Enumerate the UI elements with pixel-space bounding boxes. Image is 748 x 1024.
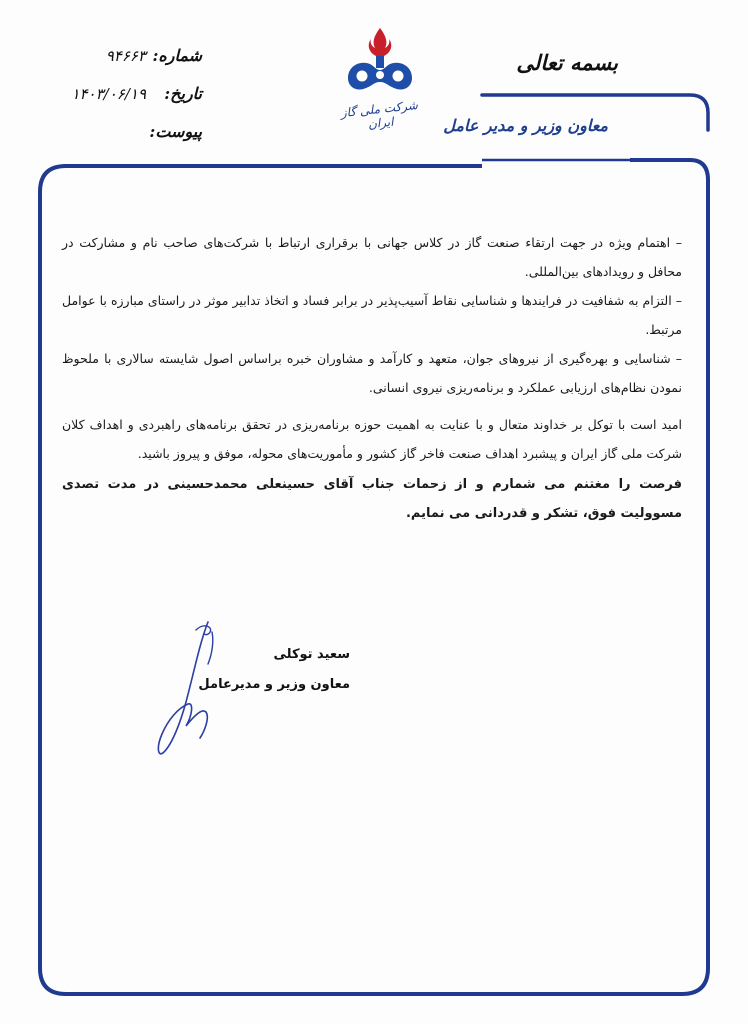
flame-logo-icon	[340, 26, 420, 98]
number-label: شماره:	[152, 46, 202, 65]
body-paragraph: – اهتمام ویژه در جهت ارتقاء صنعت گاز در کلاس جهانی با برقراری ارتباط با شرکت‌های صاحب نام و مشارکت در محافل و رویدادهای بین‌المللی.	[62, 235, 682, 279]
signatory-name: سعید توکلی	[273, 647, 350, 662]
date-value: ۱۴۰۳/۰۶/۱۹	[71, 85, 146, 103]
bismillah-heading: بسمه تعالی	[516, 50, 618, 75]
nigc-logo	[330, 26, 430, 132]
attachment-row	[52, 122, 202, 160]
date-row	[52, 84, 202, 122]
logo-text: شرکت ملی گاز ایران	[340, 98, 419, 132]
body-paragraph: – التزام به شفافیت در فرایندها و شناسایی نقاط آسیب‌پذیر در برابر فساد و اتخاذ تدابیر موثر در راستای مبارزه با عوامل مرتبط.	[62, 293, 682, 337]
closing-paragraph: فرصت را مغتنم می شمارم و از زحمات جناب آقای حسینعلی محمدحسینی در مدت تصدی مسوولیت فوق، تشکر و قدردانی می نمایم.	[62, 477, 682, 521]
number-row	[52, 46, 202, 84]
number-value: ۹۴۶۶۳	[105, 47, 146, 65]
letter-metadata	[52, 46, 202, 160]
attachment-label: پیوست:	[149, 122, 202, 141]
office-title: معاون وزیر و مدیر عامل	[443, 116, 608, 135]
body-paragraph: – شناسایی و بهره‌گیری از نیروهای جوان، متعهد و کارآمد و مشاوران خبره براساس اصول شایسته سالاری با ملحوظ نمودن نظام‌های ارزیابی عملکرد و برنامه‌ریزی نیروی انسانی.	[62, 351, 682, 395]
signature-block	[180, 640, 350, 700]
body-paragraph: امید است با توکل بر خداوند متعال و با عنایت به اهمیت حوزه برنامه‌ریزی در تحقق برنامه‌های راهبردی و اهداف کلان شرکت ملی گاز ایران و پیشبرد اهداف صنعت فاخر گاز کشور و مأموریت‌های محوله، موفق و پیروز باشید.	[62, 417, 682, 461]
letter-body	[62, 228, 682, 528]
signatory-title: معاون وزیر و مدیرعامل	[198, 677, 350, 692]
date-label: تاریخ:	[164, 84, 202, 103]
